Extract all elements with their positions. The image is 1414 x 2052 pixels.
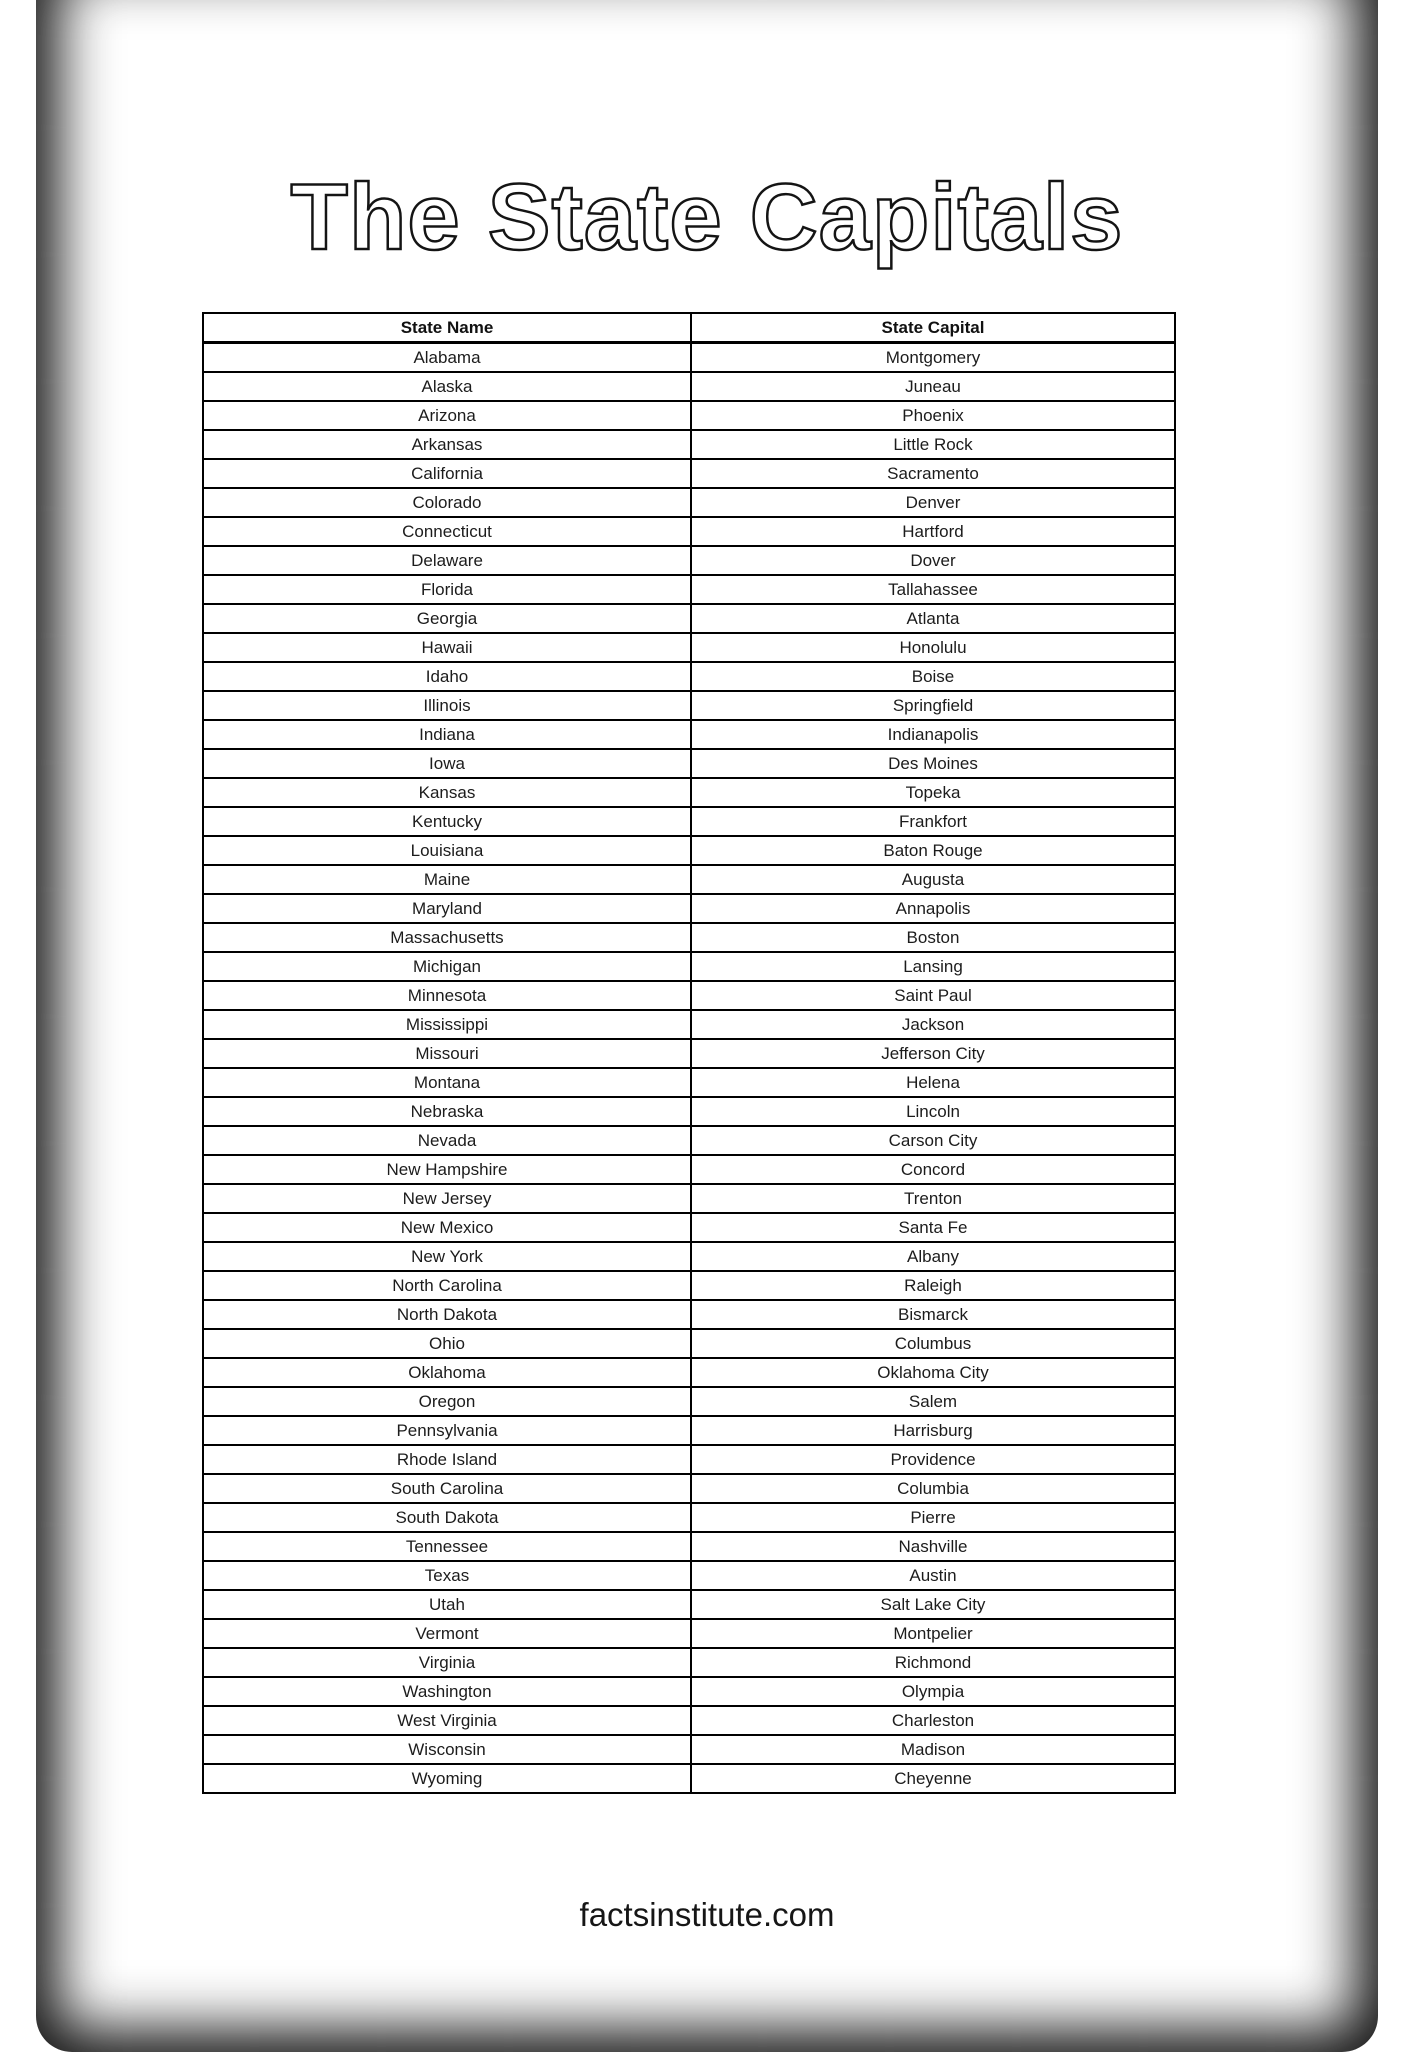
state-capital-cell: Atlanta xyxy=(691,604,1175,633)
state-capital-cell: Oklahoma City xyxy=(691,1358,1175,1387)
state-name-cell: Colorado xyxy=(203,488,691,517)
state-name-cell: Montana xyxy=(203,1068,691,1097)
state-name-cell: Indiana xyxy=(203,720,691,749)
state-capital-cell: Lincoln xyxy=(691,1097,1175,1126)
state-name-cell: Vermont xyxy=(203,1619,691,1648)
footer-website-text: factsinstitute.com xyxy=(579,1896,835,1933)
state-name-cell: Maryland xyxy=(203,894,691,923)
header-row xyxy=(203,313,1175,343)
table-row xyxy=(203,633,1175,662)
table-row xyxy=(203,517,1175,546)
table-row xyxy=(203,662,1175,691)
table-row xyxy=(203,1358,1175,1387)
state-name-cell: South Carolina xyxy=(203,1474,691,1503)
table-row xyxy=(203,1735,1175,1764)
state-capital-cell: Austin xyxy=(691,1561,1175,1590)
state-name-cell: Connecticut xyxy=(203,517,691,546)
table-row xyxy=(203,430,1175,459)
state-name-cell: Iowa xyxy=(203,749,691,778)
state-capital-cell: Carson City xyxy=(691,1126,1175,1155)
state-capital-cell: Salt Lake City xyxy=(691,1590,1175,1619)
state-name-cell: Pennsylvania xyxy=(203,1416,691,1445)
state-name-cell: Tennessee xyxy=(203,1532,691,1561)
table-row xyxy=(203,778,1175,807)
state-capital-cell: Salem xyxy=(691,1387,1175,1416)
state-capital-cell: Columbia xyxy=(691,1474,1175,1503)
state-name-cell: Kentucky xyxy=(203,807,691,836)
table-row xyxy=(203,749,1175,778)
table-row xyxy=(203,1503,1175,1532)
state-capital-cell: Saint Paul xyxy=(691,981,1175,1010)
state-name-cell: Alaska xyxy=(203,372,691,401)
state-name-cell: Idaho xyxy=(203,662,691,691)
table-row xyxy=(203,1677,1175,1706)
table-row xyxy=(203,981,1175,1010)
table-row xyxy=(203,343,1175,373)
state-name-cell: Arizona xyxy=(203,401,691,430)
state-name-cell: New Jersey xyxy=(203,1184,691,1213)
state-name-cell: North Carolina xyxy=(203,1271,691,1300)
state-capital-cell: Charleston xyxy=(691,1706,1175,1735)
state-name-cell: New Hampshire xyxy=(203,1155,691,1184)
state-capital-cell: Concord xyxy=(691,1155,1175,1184)
state-capital-cell: Augusta xyxy=(691,865,1175,894)
state-capital-cell: Phoenix xyxy=(691,401,1175,430)
state-name-cell: West Virginia xyxy=(203,1706,691,1735)
state-name-cell: Louisiana xyxy=(203,836,691,865)
table-body xyxy=(203,343,1175,1794)
state-name-cell: Utah xyxy=(203,1590,691,1619)
state-capital-cell: Harrisburg xyxy=(691,1416,1175,1445)
state-capital-cell: Bismarck xyxy=(691,1300,1175,1329)
table-row xyxy=(203,894,1175,923)
table-row xyxy=(203,691,1175,720)
state-name-cell: Virginia xyxy=(203,1648,691,1677)
table-row xyxy=(203,1271,1175,1300)
column-header-state-name: State Name xyxy=(203,313,691,343)
table-row xyxy=(203,372,1175,401)
state-name-cell: Oregon xyxy=(203,1387,691,1416)
state-capital-cell: Des Moines xyxy=(691,749,1175,778)
state-capital-cell: Springfield xyxy=(691,691,1175,720)
state-name-cell: Maine xyxy=(203,865,691,894)
state-name-cell: Ohio xyxy=(203,1329,691,1358)
state-name-cell: Wisconsin xyxy=(203,1735,691,1764)
table-row xyxy=(203,459,1175,488)
state-capital-cell: Montpelier xyxy=(691,1619,1175,1648)
table-row xyxy=(203,604,1175,633)
state-capital-cell: Helena xyxy=(691,1068,1175,1097)
state-name-cell: Rhode Island xyxy=(203,1445,691,1474)
state-name-cell: South Dakota xyxy=(203,1503,691,1532)
table-row xyxy=(203,1155,1175,1184)
state-capital-cell: Dover xyxy=(691,546,1175,575)
state-capital-cell: Frankfort xyxy=(691,807,1175,836)
state-capital-cell: Honolulu xyxy=(691,633,1175,662)
state-capital-cell: Little Rock xyxy=(691,430,1175,459)
state-capital-cell: Denver xyxy=(691,488,1175,517)
state-capital-cell: Boston xyxy=(691,923,1175,952)
state-capital-cell: Madison xyxy=(691,1735,1175,1764)
state-name-cell: North Dakota xyxy=(203,1300,691,1329)
state-capital-cell: Albany xyxy=(691,1242,1175,1271)
state-capital-cell: Tallahassee xyxy=(691,575,1175,604)
state-name-cell: Hawaii xyxy=(203,633,691,662)
state-name-cell: Florida xyxy=(203,575,691,604)
table-row xyxy=(203,1300,1175,1329)
state-name-cell: Alabama xyxy=(203,343,691,373)
state-capital-cell: Richmond xyxy=(691,1648,1175,1677)
table-row xyxy=(203,1097,1175,1126)
state-capital-cell: Baton Rouge xyxy=(691,836,1175,865)
table-row xyxy=(203,865,1175,894)
state-capital-cell: Jackson xyxy=(691,1010,1175,1039)
state-name-cell: Missouri xyxy=(203,1039,691,1068)
table-row xyxy=(203,1619,1175,1648)
table-row xyxy=(203,1329,1175,1358)
state-name-cell: New Mexico xyxy=(203,1213,691,1242)
page-title: The State Capitals xyxy=(290,163,1124,269)
table-row xyxy=(203,1213,1175,1242)
state-name-cell: Wyoming xyxy=(203,1764,691,1793)
state-capital-cell: Jefferson City xyxy=(691,1039,1175,1068)
table-row xyxy=(203,488,1175,517)
table-row xyxy=(203,1764,1175,1793)
state-capital-cell: Indianapolis xyxy=(691,720,1175,749)
table-row xyxy=(203,952,1175,981)
state-capital-cell: Pierre xyxy=(691,1503,1175,1532)
table-row xyxy=(203,1068,1175,1097)
table-row xyxy=(203,546,1175,575)
state-name-cell: Minnesota xyxy=(203,981,691,1010)
state-capital-cell: Sacramento xyxy=(691,459,1175,488)
table-row xyxy=(203,1445,1175,1474)
table-row xyxy=(203,1532,1175,1561)
state-capital-cell: Juneau xyxy=(691,372,1175,401)
state-capital-cell: Trenton xyxy=(691,1184,1175,1213)
state-name-cell: Nebraska xyxy=(203,1097,691,1126)
state-name-cell: New York xyxy=(203,1242,691,1271)
table-row xyxy=(203,1387,1175,1416)
state-capital-cell: Columbus xyxy=(691,1329,1175,1358)
state-name-cell: Arkansas xyxy=(203,430,691,459)
table-row xyxy=(203,1474,1175,1503)
column-header-state-capital: State Capital xyxy=(691,313,1175,343)
state-capital-cell: Hartford xyxy=(691,517,1175,546)
state-capital-cell: Santa Fe xyxy=(691,1213,1175,1242)
state-name-cell: Oklahoma xyxy=(203,1358,691,1387)
table-row xyxy=(203,1242,1175,1271)
state-name-cell: Illinois xyxy=(203,691,691,720)
state-capital-cell: Providence xyxy=(691,1445,1175,1474)
table-row xyxy=(203,1590,1175,1619)
table-row xyxy=(203,1648,1175,1677)
state-name-cell: Texas xyxy=(203,1561,691,1590)
table-row xyxy=(203,1561,1175,1590)
state-capital-cell: Olympia xyxy=(691,1677,1175,1706)
state-capital-cell: Boise xyxy=(691,662,1175,691)
table-row xyxy=(203,720,1175,749)
table-row xyxy=(203,807,1175,836)
table-row xyxy=(203,575,1175,604)
state-capital-cell: Cheyenne xyxy=(691,1764,1175,1793)
state-capital-cell: Annapolis xyxy=(691,894,1175,923)
state-capital-cell: Montgomery xyxy=(691,343,1175,373)
table-row xyxy=(203,1706,1175,1735)
state-name-cell: Georgia xyxy=(203,604,691,633)
state-capital-cell: Lansing xyxy=(691,952,1175,981)
table-row xyxy=(203,401,1175,430)
table-header xyxy=(203,313,1175,343)
state-name-cell: Mississippi xyxy=(203,1010,691,1039)
state-name-cell: Nevada xyxy=(203,1126,691,1155)
state-name-cell: Michigan xyxy=(203,952,691,981)
table-row xyxy=(203,923,1175,952)
table-row xyxy=(203,1039,1175,1068)
state-capital-cell: Nashville xyxy=(691,1532,1175,1561)
state-capitals-table xyxy=(202,312,1176,1794)
table-row xyxy=(203,836,1175,865)
table-row xyxy=(203,1126,1175,1155)
state-name-cell: Massachusetts xyxy=(203,923,691,952)
table-row xyxy=(203,1010,1175,1039)
state-name-cell: Washington xyxy=(203,1677,691,1706)
state-name-cell: Kansas xyxy=(203,778,691,807)
table-row xyxy=(203,1416,1175,1445)
state-name-cell: California xyxy=(203,459,691,488)
state-name-cell: Delaware xyxy=(203,546,691,575)
state-capital-cell: Topeka xyxy=(691,778,1175,807)
state-capital-cell: Raleigh xyxy=(691,1271,1175,1300)
table-row xyxy=(203,1184,1175,1213)
